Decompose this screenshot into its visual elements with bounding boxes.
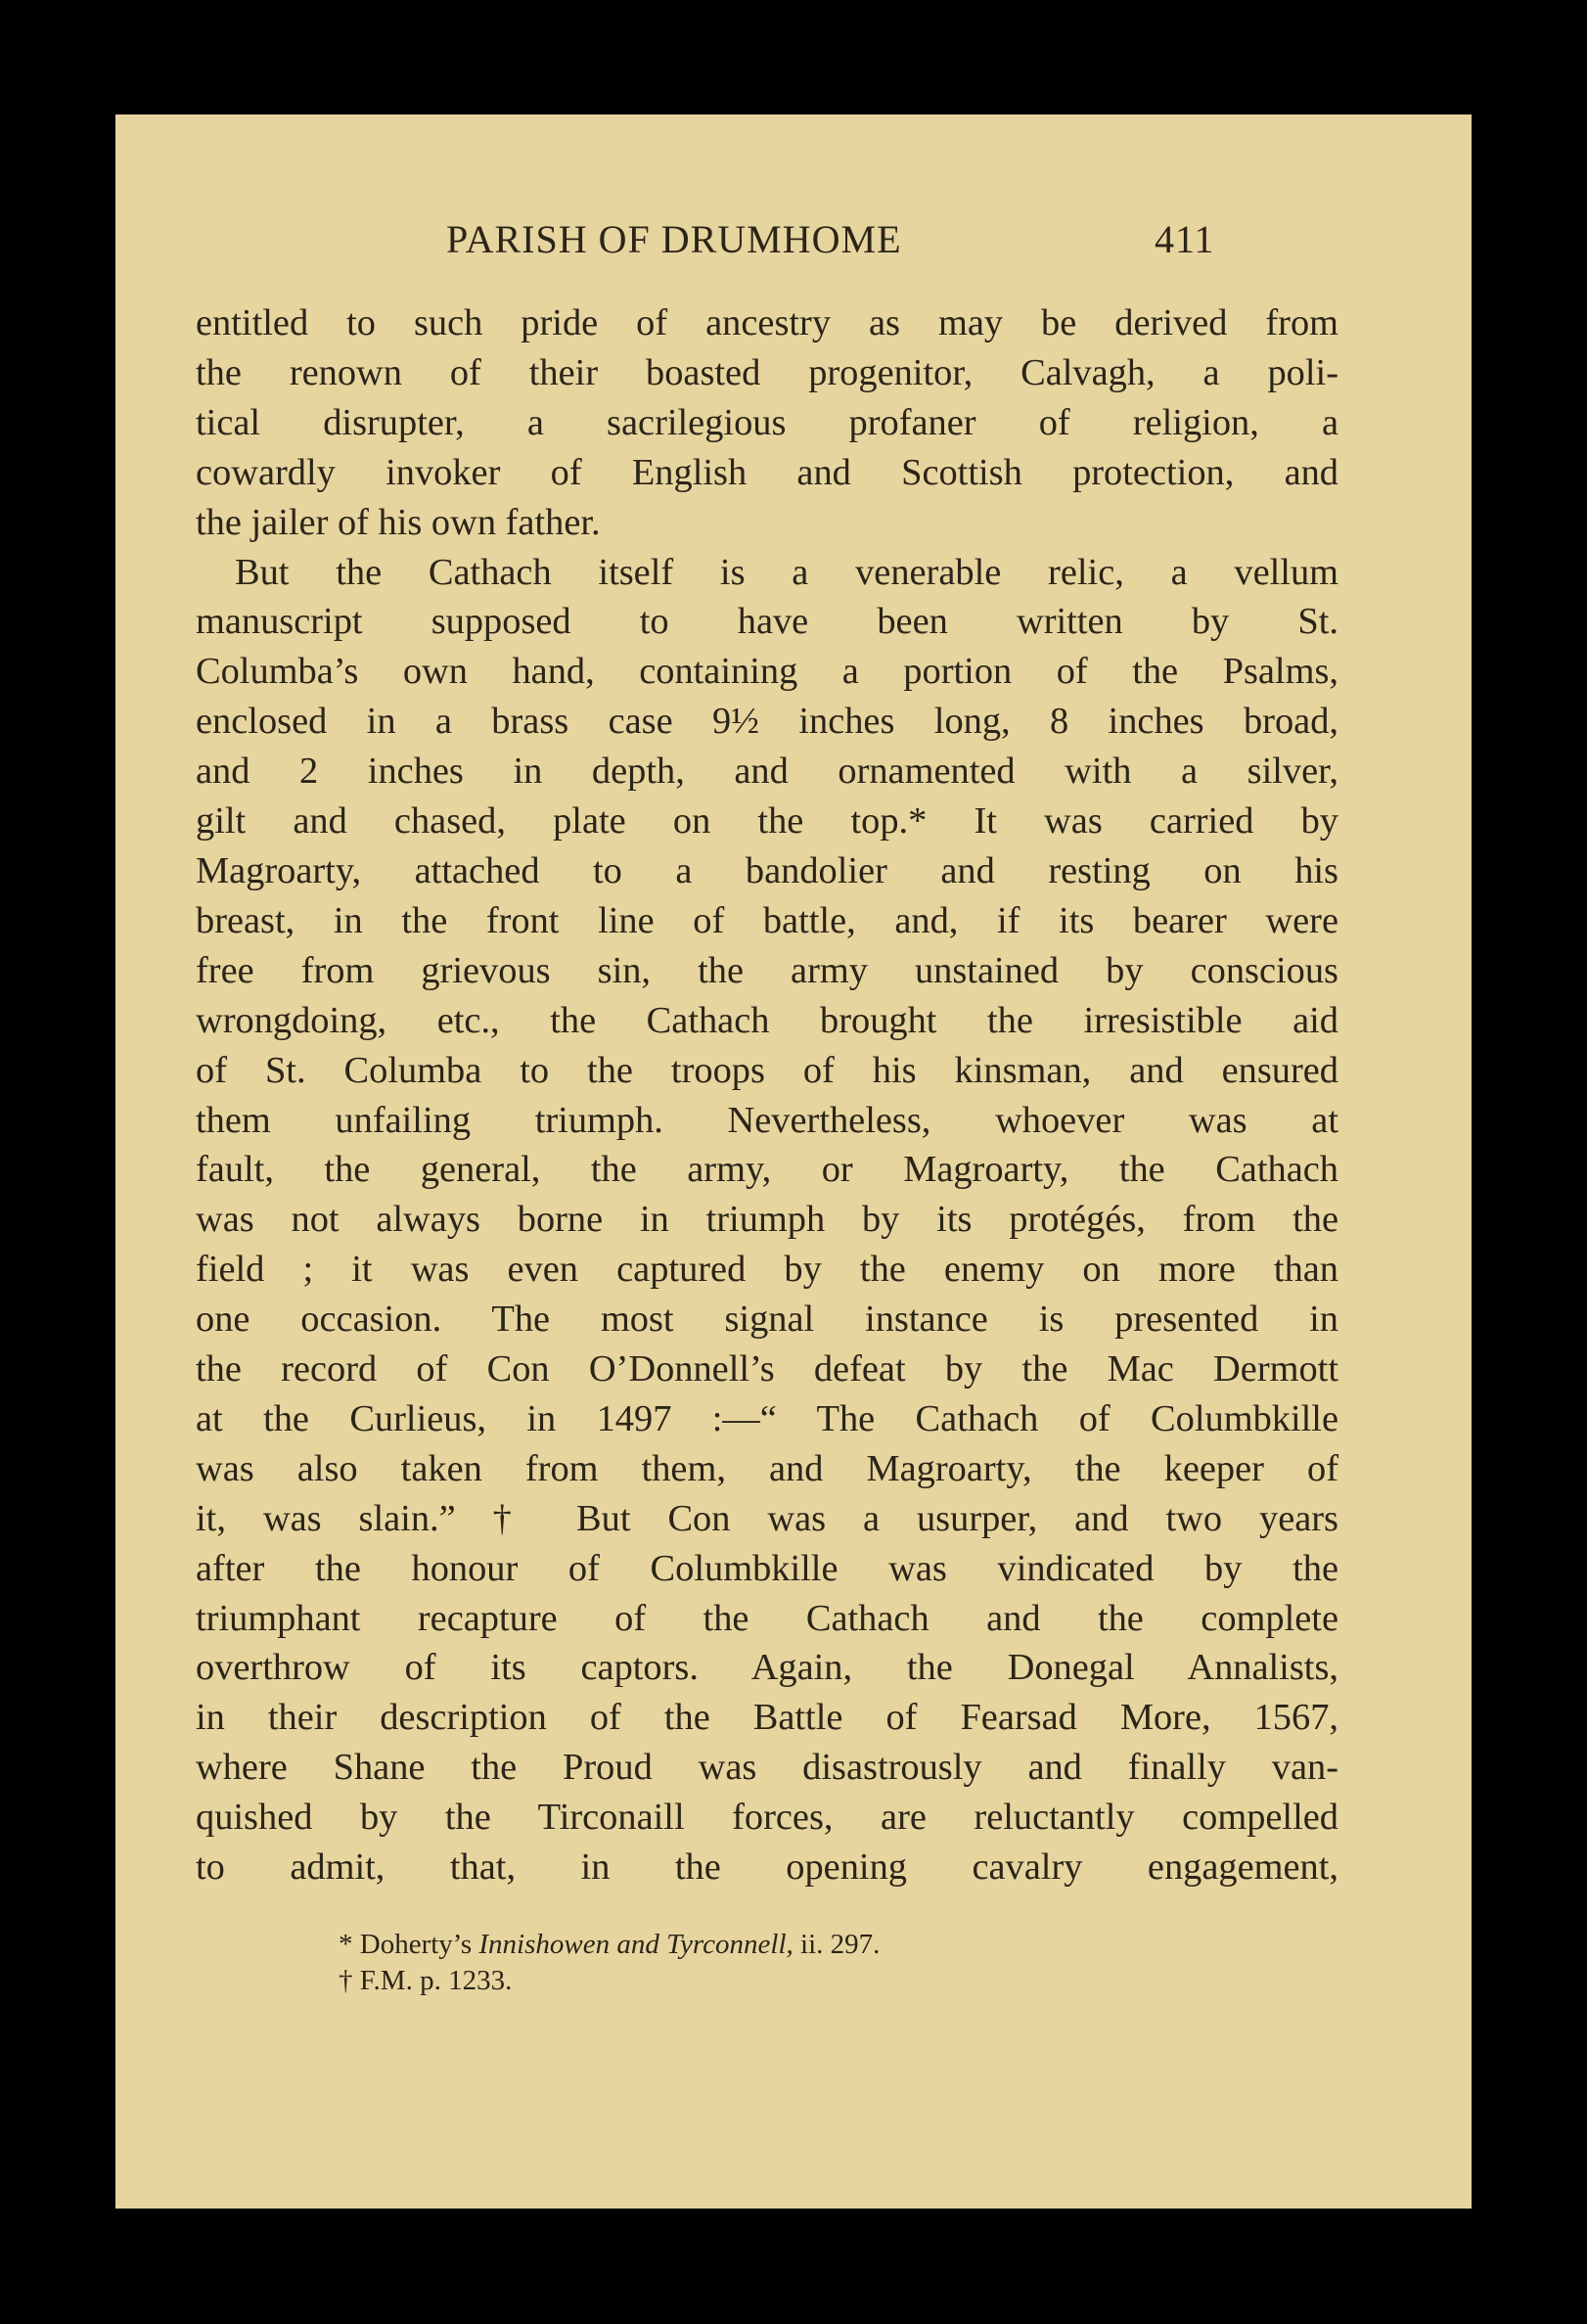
text-line: But the Cathach itself is a venerable relic, a vellum (235, 551, 1338, 593)
text-line: breast, in the front line of battle, and, if its bearer were (196, 899, 1338, 941)
running-title: PARISH OF DRUMHOME (446, 217, 902, 261)
text-line: where Shane the Proud was disastrously and finally van- (196, 1747, 1338, 1789)
text-line: and 2 inches in depth, and ornamented with a silver, (196, 751, 1338, 793)
text-line: entitled to such pride of ancestry as may be derived from (196, 302, 1338, 343)
text-line: Magroarty, attached to a bandolier and resting on his (196, 849, 1338, 891)
page-number: 411 (1155, 217, 1215, 261)
text-line: wrongdoing, etc., the Cathach brought the irresistible aid (196, 999, 1338, 1041)
text-line: in their description of the Battle of Fearsad More, 1567, (196, 1697, 1338, 1739)
text-line: manuscript supposed to have been written by St. (196, 601, 1338, 643)
text-line: overthrow of its captors. Again, the Donegal Annalists, (196, 1647, 1338, 1689)
text-line: to admit, that, in the opening cavalry engagement, (196, 1846, 1338, 1889)
footnote-1 (339, 1927, 880, 1963)
text-line: tical disrupter, a sacrilegious profaner of religion, a (196, 401, 1338, 443)
text-line: at the Curlieus, in 1497 :—“ The Cathach of Columbkille (196, 1397, 1338, 1439)
text-line: fault, the general, the army, or Magroarty, the Cathach (196, 1149, 1338, 1191)
text-line: free from grievous sin, the army unstained by conscious (196, 949, 1338, 991)
text-line: the record of Con O’Donnell’s defeat by the Mac Dermott (196, 1348, 1338, 1390)
footnotes (339, 1927, 880, 1999)
text-line: quished by the Tirconaill forces, are reluctantly compelled (196, 1797, 1338, 1839)
text-line: it, was slain.” † But Con was a usurper, and two years (196, 1497, 1338, 1539)
text-line: after the honour of Columbkille was vindicated by the (196, 1547, 1338, 1589)
body-text (196, 298, 1338, 1892)
text-line: gilt and chased, plate on the top.* It was carried by (196, 800, 1338, 843)
text-line: field ; it was even captured by the enemy on more than (196, 1249, 1338, 1291)
text-line: the renown of their boasted progenitor, Calvagh, a poli- (196, 351, 1338, 393)
text-line: one occasion. The most signal instance is presented in (196, 1299, 1338, 1341)
footnote-1-prefix: * Doherty’s (339, 1929, 479, 1960)
footnote-2: † F.M. p. 1233. (339, 1965, 513, 1996)
running-header (115, 216, 1472, 275)
footnote-1-suffix: ii. 297. (793, 1929, 881, 1960)
text-line: of St. Columba to the troops of his kinsman, and ensured (196, 1049, 1338, 1091)
text-line: enclosed in a brass case 9½ inches long, 8 inches broad, (196, 701, 1338, 743)
text-line: was also taken from them, and Magroarty, the keeper of (196, 1447, 1338, 1489)
footnote-1-title: Innishowen and Tyrconnell, (478, 1929, 794, 1960)
text-line: Columba’s own hand, containing a portion of the Psalms, (196, 651, 1338, 693)
text-line: cowardly invoker of English and Scottish protection, and (196, 451, 1338, 493)
text-line: triumphant recapture of the Cathach and the complete (196, 1597, 1338, 1639)
text-line: was not always borne in triumph by its protégés, from the (196, 1199, 1338, 1241)
book-page (115, 114, 1472, 2209)
text-line: the jailer of his own father. (196, 501, 601, 543)
text-line: them unfailing triumph. Nevertheless, whoever was at (196, 1099, 1338, 1141)
